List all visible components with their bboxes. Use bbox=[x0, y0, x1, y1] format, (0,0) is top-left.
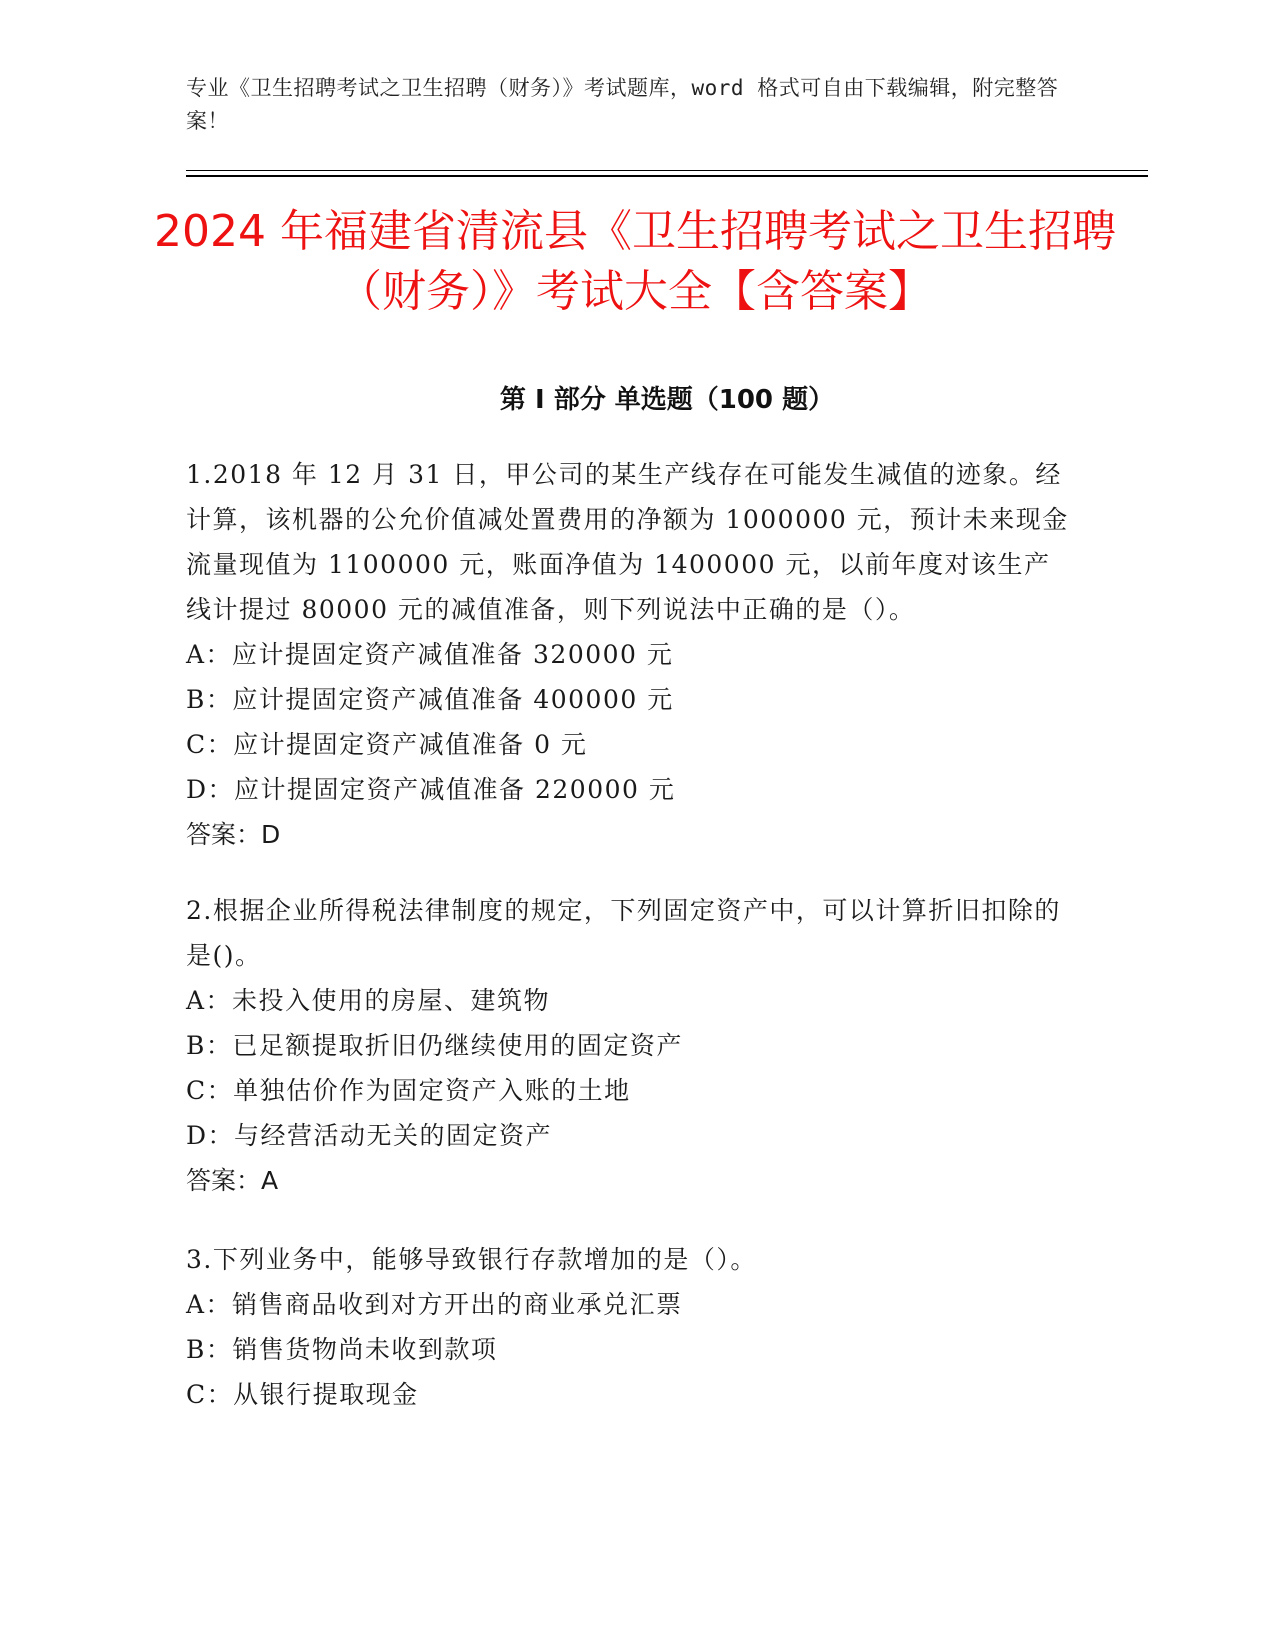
option-a: A：未投入使用的房屋、建筑物 bbox=[186, 986, 551, 1015]
option-c: C：从银行提取现金 bbox=[186, 1380, 419, 1409]
question-3 bbox=[186, 1237, 1076, 1417]
question-stem: 3.下列业务中，能够导致银行存款增加的是（）。 bbox=[186, 1245, 757, 1274]
option-b: B：应计提固定资产减值准备 400000 元 bbox=[186, 685, 674, 714]
question-stem: 1.2018 年 12 月 31 日，甲公司的某生产线存在可能发生减值的迹象。经计算，该机器的公允价值减处置费用的净额为 1000000 元，预计未来现金流量现值为 1100000 元，账面净值为 1400000 元，以前年度对该生产线计提过 80000 元的减值准备，则下列说法中正确的是（）。 bbox=[186, 460, 1069, 624]
question-1 bbox=[186, 452, 1076, 857]
answer-label: 答案：D bbox=[186, 820, 281, 849]
document-title: 2024 年福建省清流县《卫生招聘考试之卫生招聘（财务）》考试大全【含答案】 bbox=[154, 206, 1116, 317]
answer-label: 答案：A bbox=[186, 1166, 279, 1195]
question-stem: 2.根据企业所得税法律制度的规定，下列固定资产中，可以计算折旧扣除的是()。 bbox=[186, 896, 1061, 970]
option-c: C：单独估价作为固定资产入账的土地 bbox=[186, 1076, 631, 1105]
header-divider-thick bbox=[186, 175, 1148, 177]
question-2 bbox=[186, 888, 1076, 1203]
option-b: B：销售货物尚未收到款项 bbox=[186, 1335, 498, 1364]
header-note: 专业《卫生招聘考试之卫生招聘（财务）》考试题库，word 格式可自由下载编辑，附完整答案！ bbox=[186, 76, 1059, 133]
header-divider-thin bbox=[186, 170, 1148, 171]
option-d: D：与经营活动无关的固定资产 bbox=[186, 1121, 553, 1150]
option-d: D：应计提固定资产减值准备 220000 元 bbox=[186, 775, 676, 804]
section-title: 第 I 部分 单选题（100 题） bbox=[499, 385, 835, 415]
option-a: A：应计提固定资产减值准备 320000 元 bbox=[186, 640, 674, 669]
option-b: B：已足额提取折旧仍继续使用的固定资产 bbox=[186, 1031, 683, 1060]
option-a: A：销售商品收到对方开出的商业承兑汇票 bbox=[186, 1290, 683, 1319]
option-c: C：应计提固定资产减值准备 0 元 bbox=[186, 730, 588, 759]
